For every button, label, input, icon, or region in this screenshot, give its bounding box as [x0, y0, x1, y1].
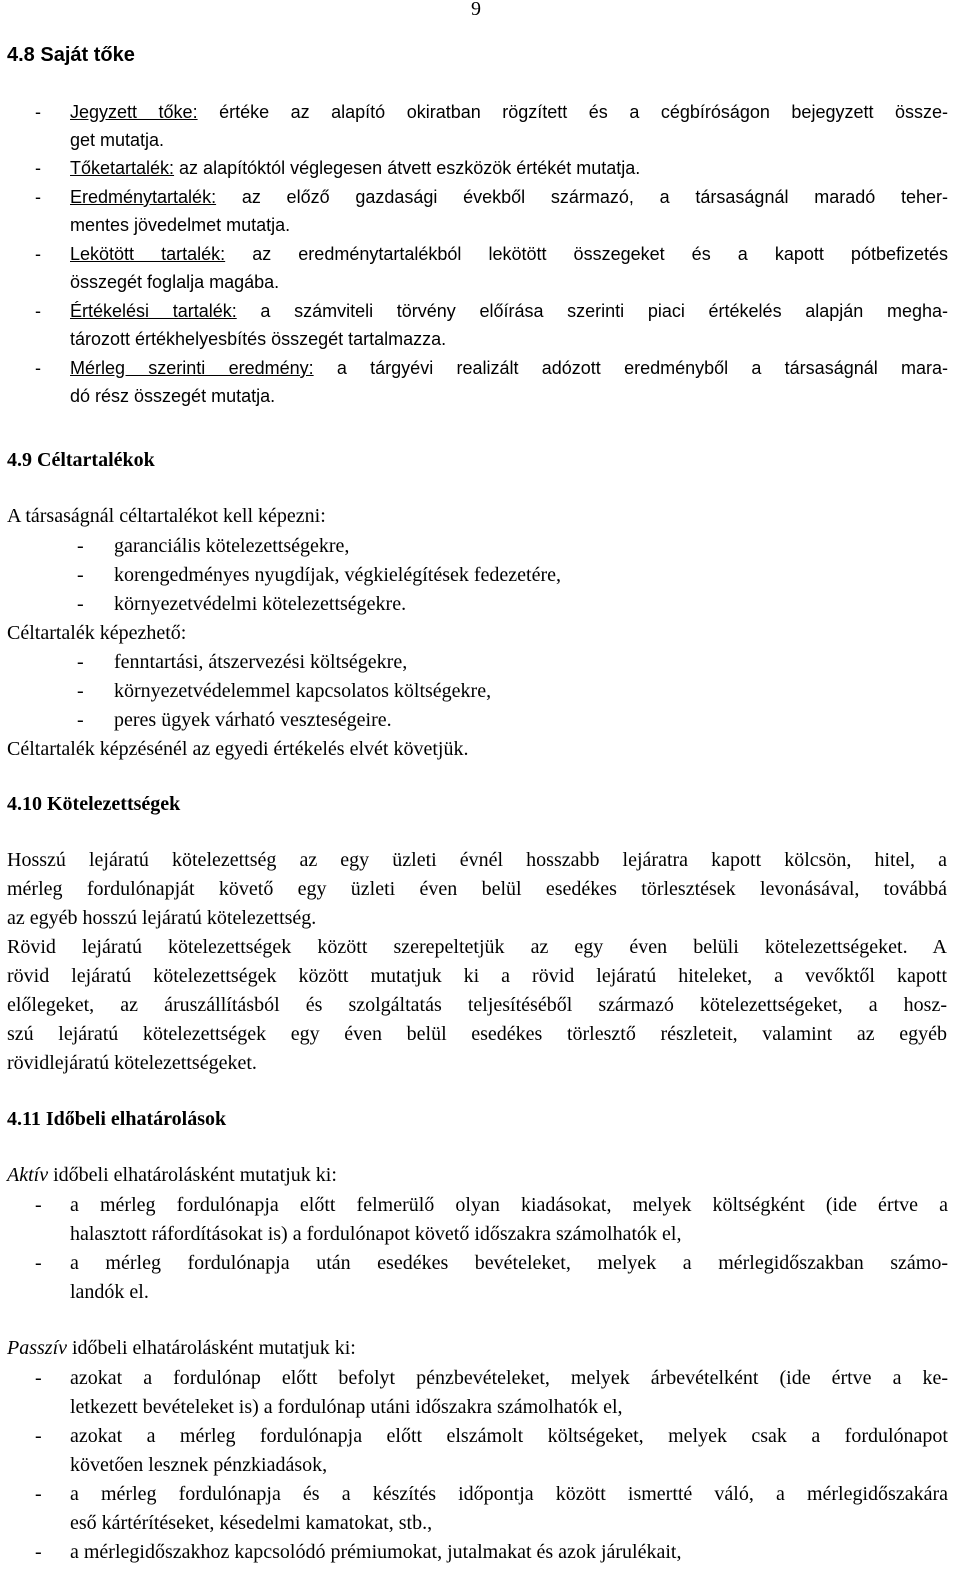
item-text: értéke az alapító okiratban rögzített és a cégbíróságon bejegyzett össze-	[197, 102, 949, 122]
list-item-line: összegét foglalja magába.	[70, 272, 280, 292]
list-item-line: a mérleg fordulónapja és a készítés időpontja között ismertté váló, a mérlegidőszakára	[70, 1483, 948, 1505]
list-item: garanciális kötelezettségekre,	[114, 535, 350, 557]
list-item-line: letkezett bevételeket is) a fordulónap utáni időszakra számolhatók el,	[70, 1396, 623, 1418]
dash: -	[35, 244, 41, 264]
item-text: az előző gazdasági évekből származó, a társaságnál maradó teher-	[216, 187, 948, 207]
list-item-line: eső kártérítéseket, késedelmi kamatokat, stb.,	[70, 1512, 433, 1534]
paragraph-line: az egyéb hosszú lejáratú kötelezettség.	[7, 907, 317, 929]
list-item: fenntartási, átszervezési költségekre,	[114, 651, 408, 673]
section-title-4-10: 4.10 Kötelezettségek	[7, 793, 181, 815]
list-item-line: a mérlegidőszakhoz kapcsolódó prémiumokat, jutalmakat és azok járulékait,	[70, 1541, 682, 1563]
list-item: környezetvédelmi kötelezettségekre.	[114, 593, 407, 615]
section-title-4-9: 4.9 Céltartalékok	[7, 449, 155, 471]
term-toketartalek: Tőketartalék:	[70, 158, 175, 178]
dash: -	[77, 535, 84, 557]
term-ertekelesi-tartalek: Értékelési tartalék:	[70, 301, 237, 321]
passziv-word: Passzív	[7, 1337, 67, 1359]
list-item-line: azokat a mérleg fordulónapja előtt elszámolt költségeket, melyek csak a fordulónapot	[70, 1425, 948, 1447]
term-jegyzett-toke: Jegyzett tőke:	[70, 102, 198, 122]
list-item-line	[70, 186, 948, 208]
paragraph-line: mérleg fordulónapját követő egy üzleti éven belül esedékes törlesztések levonásával, továbbá	[7, 878, 947, 900]
paragraph-line: szú lejáratú kötelezettségek egy éven belül esedékes törlesztő részleteit, valamint az egyéb	[7, 1023, 947, 1045]
aktiv-word: Aktív	[7, 1164, 49, 1186]
dash: -	[35, 1483, 42, 1505]
item-text: a számviteli törvény előírása szerinti piaci értékelés alapján megha-	[236, 301, 948, 321]
item-text: a tárgyévi realizált adózott eredményből a társaságnál mara-	[313, 358, 948, 378]
list-item-line: azokat a fordulónap előtt befolyt pénzbevételeket, melyek árbevételként (ide értve a ke-	[70, 1367, 948, 1389]
dash: -	[35, 102, 41, 122]
term-merleg-szerinti-eredmeny: Mérleg szerinti eredmény:	[70, 358, 314, 378]
list-item-line	[70, 157, 640, 179]
list-item-line: követően lesznek pénzkiadások,	[70, 1454, 328, 1476]
paragraph-line: Hosszú lejáratú kötelezettség az egy üzleti évnél hosszabb lejáratra kapott kölcsön, hitel, a	[7, 849, 947, 871]
provisions-intro-2: Céltartalék képezhető:	[7, 622, 187, 644]
dash: -	[77, 709, 84, 731]
list-item-line: landók el.	[70, 1281, 149, 1303]
list-item-line: a mérleg fordulónapja előtt felmerülő olyan kiadásokat, melyek költségként (ide értve a	[70, 1194, 948, 1216]
list-item-line: dó rész összegét mutatja.	[70, 386, 276, 406]
list-item-line	[70, 357, 948, 379]
item-text: az eredménytartalékból lekötött összegeket és a kapott pótbefizetés	[225, 244, 949, 264]
term-eredmenytartalek: Eredménytartalék:	[70, 187, 217, 207]
dash: -	[77, 564, 84, 586]
dash: -	[35, 1194, 42, 1216]
dash: -	[35, 301, 41, 321]
provisions-intro: A társaságnál céltartalékot kell képezni:	[7, 505, 326, 527]
dash: -	[77, 593, 84, 615]
paragraph-line: Rövid lejáratú kötelezettségek között szerepeltetjük az egy éven belüli kötelezettségeket. A	[7, 936, 947, 958]
passziv-rest: időbeli elhatárolásként mutatjuk ki:	[67, 1337, 356, 1359]
page-number: 9	[471, 0, 481, 20]
paragraph-line: előlegeket, az áruszállításból és szolgáltatás teljesítéséből származó kötelezettségeket, a hosz-	[7, 994, 947, 1016]
list-item-line	[70, 101, 948, 123]
dash: -	[35, 1252, 42, 1274]
dash: -	[77, 680, 84, 702]
dash: -	[35, 1541, 42, 1563]
dash: -	[35, 358, 41, 378]
dash: -	[35, 1367, 42, 1389]
list-item: korengedményes nyugdíjak, végkielégítések fedezetére,	[114, 564, 562, 586]
dash: -	[35, 1425, 42, 1447]
section-title-4-8: 4.8 Saját tőke	[7, 44, 135, 66]
list-item-line: tározott értékhelyesbítés összegét tartalmazza.	[70, 329, 447, 349]
list-item-line	[70, 300, 948, 322]
paragraph-line: rövid lejáratú kötelezettségek között mutatjuk ki a rövid lejáratú hiteleket, a vevőktől kapott	[7, 965, 947, 987]
term-lekotott-tartalek: Lekötött tartalék:	[70, 244, 226, 264]
item-text: az alapítóktól véglegesen átvett eszközök értékét mutatja.	[174, 158, 641, 178]
list-item-line: get mutatja.	[70, 130, 165, 150]
aktiv-intro	[7, 1164, 337, 1186]
dash: -	[35, 158, 41, 178]
provisions-closing: Céltartalék képzésénél az egyedi értékelés elvét követjük.	[7, 738, 469, 760]
dash: -	[77, 651, 84, 673]
list-item-line: mentes jövedelmet mutatja.	[70, 215, 291, 235]
passziv-intro	[7, 1337, 356, 1359]
aktiv-rest: időbeli elhatárolásként mutatjuk ki:	[48, 1164, 337, 1186]
dash: -	[35, 187, 41, 207]
list-item-line: a mérleg fordulónapja után esedékes bevételeket, melyek a mérlegidőszakban számo-	[70, 1252, 948, 1274]
list-item: környezetvédelemmel kapcsolatos költségekre,	[114, 680, 492, 702]
list-item: peres ügyek várható veszteségeire.	[114, 709, 392, 731]
list-item-line: halasztott ráfordításokat is) a fordulónapot követő időszakra számolhatók el,	[70, 1223, 682, 1245]
section-title-4-11: 4.11 Időbeli elhatárolások	[7, 1108, 227, 1130]
paragraph-line: rövidlejáratú kötelezettségeket.	[7, 1052, 257, 1074]
list-item-line	[70, 243, 948, 265]
